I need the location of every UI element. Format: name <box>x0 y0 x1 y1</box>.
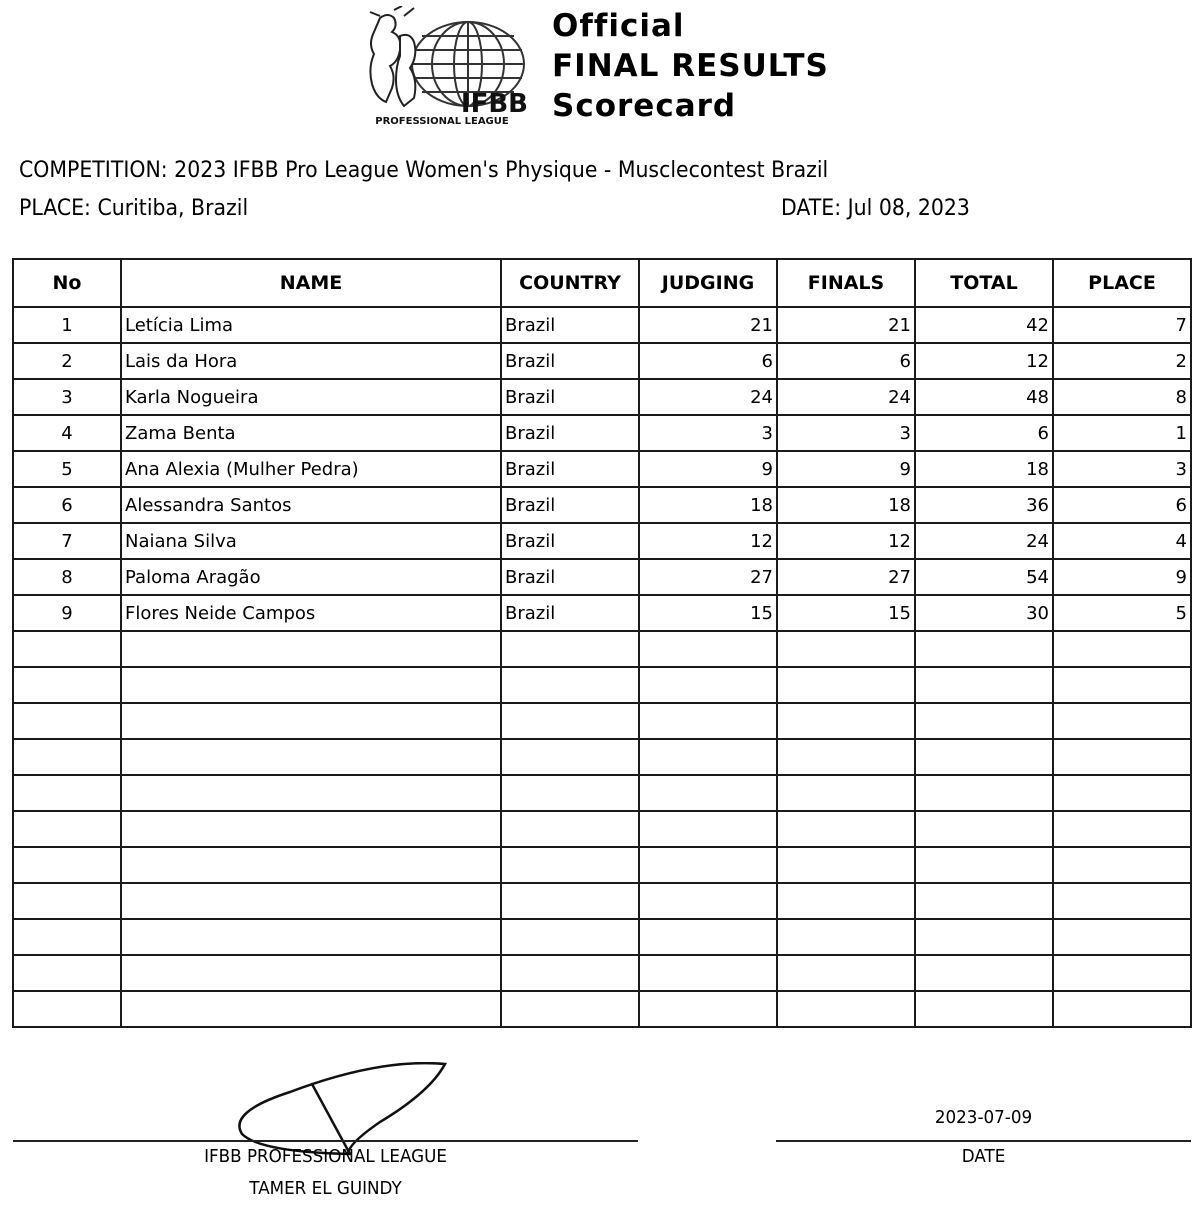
cell-country: Brazil <box>501 307 639 343</box>
empty-cell-no <box>13 811 121 847</box>
empty-cell-finals <box>777 703 915 739</box>
results-table <box>12 258 1192 1028</box>
signatory-name: TAMER EL GUINDY <box>249 1178 402 1199</box>
cell-place: 7 <box>1053 307 1191 343</box>
empty-cell-place <box>1053 991 1191 1027</box>
empty-cell-no <box>13 739 121 775</box>
empty-cell-judging <box>639 775 777 811</box>
empty-cell-country <box>501 811 639 847</box>
cell-country: Brazil <box>501 379 639 415</box>
cell-country: Brazil <box>501 451 639 487</box>
empty-cell-name <box>121 703 501 739</box>
table-row <box>13 307 1191 343</box>
competition-place: PLACE: Curitiba, Brazil <box>19 196 249 221</box>
cell-name: Naiana Silva <box>121 523 501 559</box>
empty-cell-name <box>121 631 501 667</box>
empty-cell-country <box>501 739 639 775</box>
empty-cell-total <box>915 955 1053 991</box>
column-header-country: COUNTRY <box>501 259 639 307</box>
empty-cell-no <box>13 847 121 883</box>
empty-table-row <box>13 811 1191 847</box>
cell-place: 8 <box>1053 379 1191 415</box>
competition-date: DATE: Jul 08, 2023 <box>781 196 970 221</box>
table-row <box>13 451 1191 487</box>
cell-no: 7 <box>13 523 121 559</box>
empty-cell-judging <box>639 667 777 703</box>
empty-table-row <box>13 667 1191 703</box>
cell-name: Letícia Lima <box>121 307 501 343</box>
table-row <box>13 487 1191 523</box>
cell-total: 54 <box>915 559 1053 595</box>
logo-league-text: PROFESSIONAL LEAGUE <box>375 116 509 127</box>
empty-cell-total <box>915 811 1053 847</box>
empty-cell-country <box>501 955 639 991</box>
empty-cell-total <box>915 919 1053 955</box>
cell-finals: 18 <box>777 487 915 523</box>
empty-table-row <box>13 991 1191 1027</box>
cell-country: Brazil <box>501 523 639 559</box>
cell-country: Brazil <box>501 343 639 379</box>
cell-name: Flores Neide Campos <box>121 595 501 631</box>
empty-cell-judging <box>639 703 777 739</box>
empty-cell-finals <box>777 739 915 775</box>
cell-place: 1 <box>1053 415 1191 451</box>
table-row <box>13 523 1191 559</box>
signature-line <box>13 1140 638 1142</box>
empty-cell-place <box>1053 775 1191 811</box>
cell-place: 5 <box>1053 595 1191 631</box>
empty-cell-finals <box>777 847 915 883</box>
cell-judging: 6 <box>639 343 777 379</box>
cell-no: 6 <box>13 487 121 523</box>
table-row <box>13 415 1191 451</box>
empty-table-row <box>13 955 1191 991</box>
date-line <box>776 1140 1191 1142</box>
empty-table-row <box>13 703 1191 739</box>
empty-cell-no <box>13 883 121 919</box>
cell-total: 42 <box>915 307 1053 343</box>
empty-cell-country <box>501 919 639 955</box>
empty-cell-judging <box>639 919 777 955</box>
cell-name: Paloma Aragão <box>121 559 501 595</box>
empty-cell-total <box>915 631 1053 667</box>
cell-no: 5 <box>13 451 121 487</box>
empty-cell-name <box>121 883 501 919</box>
empty-cell-finals <box>777 811 915 847</box>
empty-cell-country <box>501 847 639 883</box>
cell-finals: 24 <box>777 379 915 415</box>
empty-cell-judging <box>639 847 777 883</box>
empty-cell-place <box>1053 811 1191 847</box>
empty-cell-place <box>1053 919 1191 955</box>
empty-cell-no <box>13 919 121 955</box>
cell-country: Brazil <box>501 487 639 523</box>
empty-cell-judging <box>639 991 777 1027</box>
empty-cell-total <box>915 667 1053 703</box>
cell-total: 18 <box>915 451 1053 487</box>
empty-cell-judging <box>639 883 777 919</box>
cell-total: 24 <box>915 523 1053 559</box>
cell-name: Karla Nogueira <box>121 379 501 415</box>
cell-place: 6 <box>1053 487 1191 523</box>
empty-cell-country <box>501 883 639 919</box>
cell-finals: 12 <box>777 523 915 559</box>
column-header-total: TOTAL <box>915 259 1053 307</box>
empty-cell-judging <box>639 811 777 847</box>
empty-table-row <box>13 883 1191 919</box>
empty-cell-name <box>121 847 501 883</box>
cell-total: 36 <box>915 487 1053 523</box>
empty-table-row <box>13 739 1191 775</box>
cell-country: Brazil <box>501 415 639 451</box>
empty-table-row <box>13 847 1191 883</box>
empty-cell-place <box>1053 739 1191 775</box>
signatory-organization: IFBB PROFESSIONAL LEAGUE <box>204 1146 447 1167</box>
cell-judging: 3 <box>639 415 777 451</box>
results-body <box>13 307 1191 1027</box>
cell-name: Lais da Hora <box>121 343 501 379</box>
cell-judging: 18 <box>639 487 777 523</box>
empty-cell-no <box>13 631 121 667</box>
empty-cell-place <box>1053 631 1191 667</box>
empty-cell-country <box>501 991 639 1027</box>
cell-place: 2 <box>1053 343 1191 379</box>
table-row <box>13 379 1191 415</box>
cell-finals: 27 <box>777 559 915 595</box>
cell-no: 1 <box>13 307 121 343</box>
empty-cell-judging <box>639 739 777 775</box>
cell-country: Brazil <box>501 559 639 595</box>
logo-ifbb-text: IFBB <box>460 89 528 119</box>
empty-cell-total <box>915 847 1053 883</box>
cell-total: 48 <box>915 379 1053 415</box>
empty-cell-name <box>121 991 501 1027</box>
signed-date-value: 2023-07-09 <box>934 1107 1033 1128</box>
cell-finals: 6 <box>777 343 915 379</box>
column-header-place: PLACE <box>1053 259 1191 307</box>
empty-cell-place <box>1053 703 1191 739</box>
competition-name: COMPETITION: 2023 IFBB Pro League Women's Physique - Musclecontest Brazil <box>19 158 829 183</box>
column-header-judging: JUDGING <box>639 259 777 307</box>
cell-no: 4 <box>13 415 121 451</box>
empty-cell-country <box>501 775 639 811</box>
cell-finals: 3 <box>777 415 915 451</box>
cell-no: 8 <box>13 559 121 595</box>
empty-cell-total <box>915 775 1053 811</box>
empty-table-row <box>13 919 1191 955</box>
empty-cell-name <box>121 811 501 847</box>
empty-cell-finals <box>777 919 915 955</box>
empty-cell-judging <box>639 631 777 667</box>
empty-cell-place <box>1053 847 1191 883</box>
title-line-scorecard: Scorecard <box>552 88 737 124</box>
empty-cell-finals <box>777 883 915 919</box>
cell-finals: 21 <box>777 307 915 343</box>
empty-cell-finals <box>777 775 915 811</box>
cell-place: 4 <box>1053 523 1191 559</box>
table-header-row <box>13 259 1191 307</box>
empty-cell-no <box>13 667 121 703</box>
empty-cell-judging <box>639 955 777 991</box>
empty-cell-country <box>501 667 639 703</box>
empty-cell-place <box>1053 883 1191 919</box>
empty-cell-country <box>501 631 639 667</box>
empty-cell-name <box>121 667 501 703</box>
empty-cell-place <box>1053 955 1191 991</box>
empty-cell-finals <box>777 955 915 991</box>
empty-cell-finals <box>777 667 915 703</box>
empty-cell-country <box>501 703 639 739</box>
empty-cell-finals <box>777 991 915 1027</box>
empty-cell-total <box>915 883 1053 919</box>
empty-cell-place <box>1053 667 1191 703</box>
empty-table-row <box>13 631 1191 667</box>
cell-name: Zama Benta <box>121 415 501 451</box>
cell-name: Ana Alexia (Mulher Pedra) <box>121 451 501 487</box>
cell-name: Alessandra Santos <box>121 487 501 523</box>
scorecard-title <box>552 6 829 126</box>
title-line-official: Official <box>552 8 685 44</box>
date-label: DATE <box>961 1146 1006 1167</box>
athlete-figures-icon <box>370 6 415 106</box>
cell-judging: 9 <box>639 451 777 487</box>
cell-finals: 9 <box>777 451 915 487</box>
table-row <box>13 343 1191 379</box>
empty-cell-name <box>121 955 501 991</box>
empty-cell-total <box>915 739 1053 775</box>
empty-cell-name <box>121 919 501 955</box>
cell-judging: 27 <box>639 559 777 595</box>
empty-cell-no <box>13 991 121 1027</box>
empty-cell-no <box>13 703 121 739</box>
cell-no: 9 <box>13 595 121 631</box>
empty-cell-finals <box>777 631 915 667</box>
cell-finals: 15 <box>777 595 915 631</box>
empty-cell-no <box>13 955 121 991</box>
table-row <box>13 595 1191 631</box>
empty-cell-name <box>121 739 501 775</box>
empty-cell-total <box>915 703 1053 739</box>
column-header-name: NAME <box>121 259 501 307</box>
cell-country: Brazil <box>501 595 639 631</box>
empty-cell-name <box>121 775 501 811</box>
title-line-final-results: FINAL RESULTS <box>552 48 829 84</box>
cell-judging: 12 <box>639 523 777 559</box>
cell-judging: 21 <box>639 307 777 343</box>
empty-cell-total <box>915 991 1053 1027</box>
cell-judging: 15 <box>639 595 777 631</box>
table-row <box>13 559 1191 595</box>
cell-no: 3 <box>13 379 121 415</box>
cell-place: 9 <box>1053 559 1191 595</box>
cell-total: 30 <box>915 595 1053 631</box>
scorecard-header <box>350 6 890 128</box>
empty-cell-no <box>13 775 121 811</box>
cell-total: 12 <box>915 343 1053 379</box>
cell-total: 6 <box>915 415 1053 451</box>
column-header-no: No <box>13 259 121 307</box>
cell-no: 2 <box>13 343 121 379</box>
column-header-finals: FINALS <box>777 259 915 307</box>
ifbb-logo <box>350 6 535 128</box>
cell-place: 3 <box>1053 451 1191 487</box>
empty-table-row <box>13 775 1191 811</box>
cell-judging: 24 <box>639 379 777 415</box>
